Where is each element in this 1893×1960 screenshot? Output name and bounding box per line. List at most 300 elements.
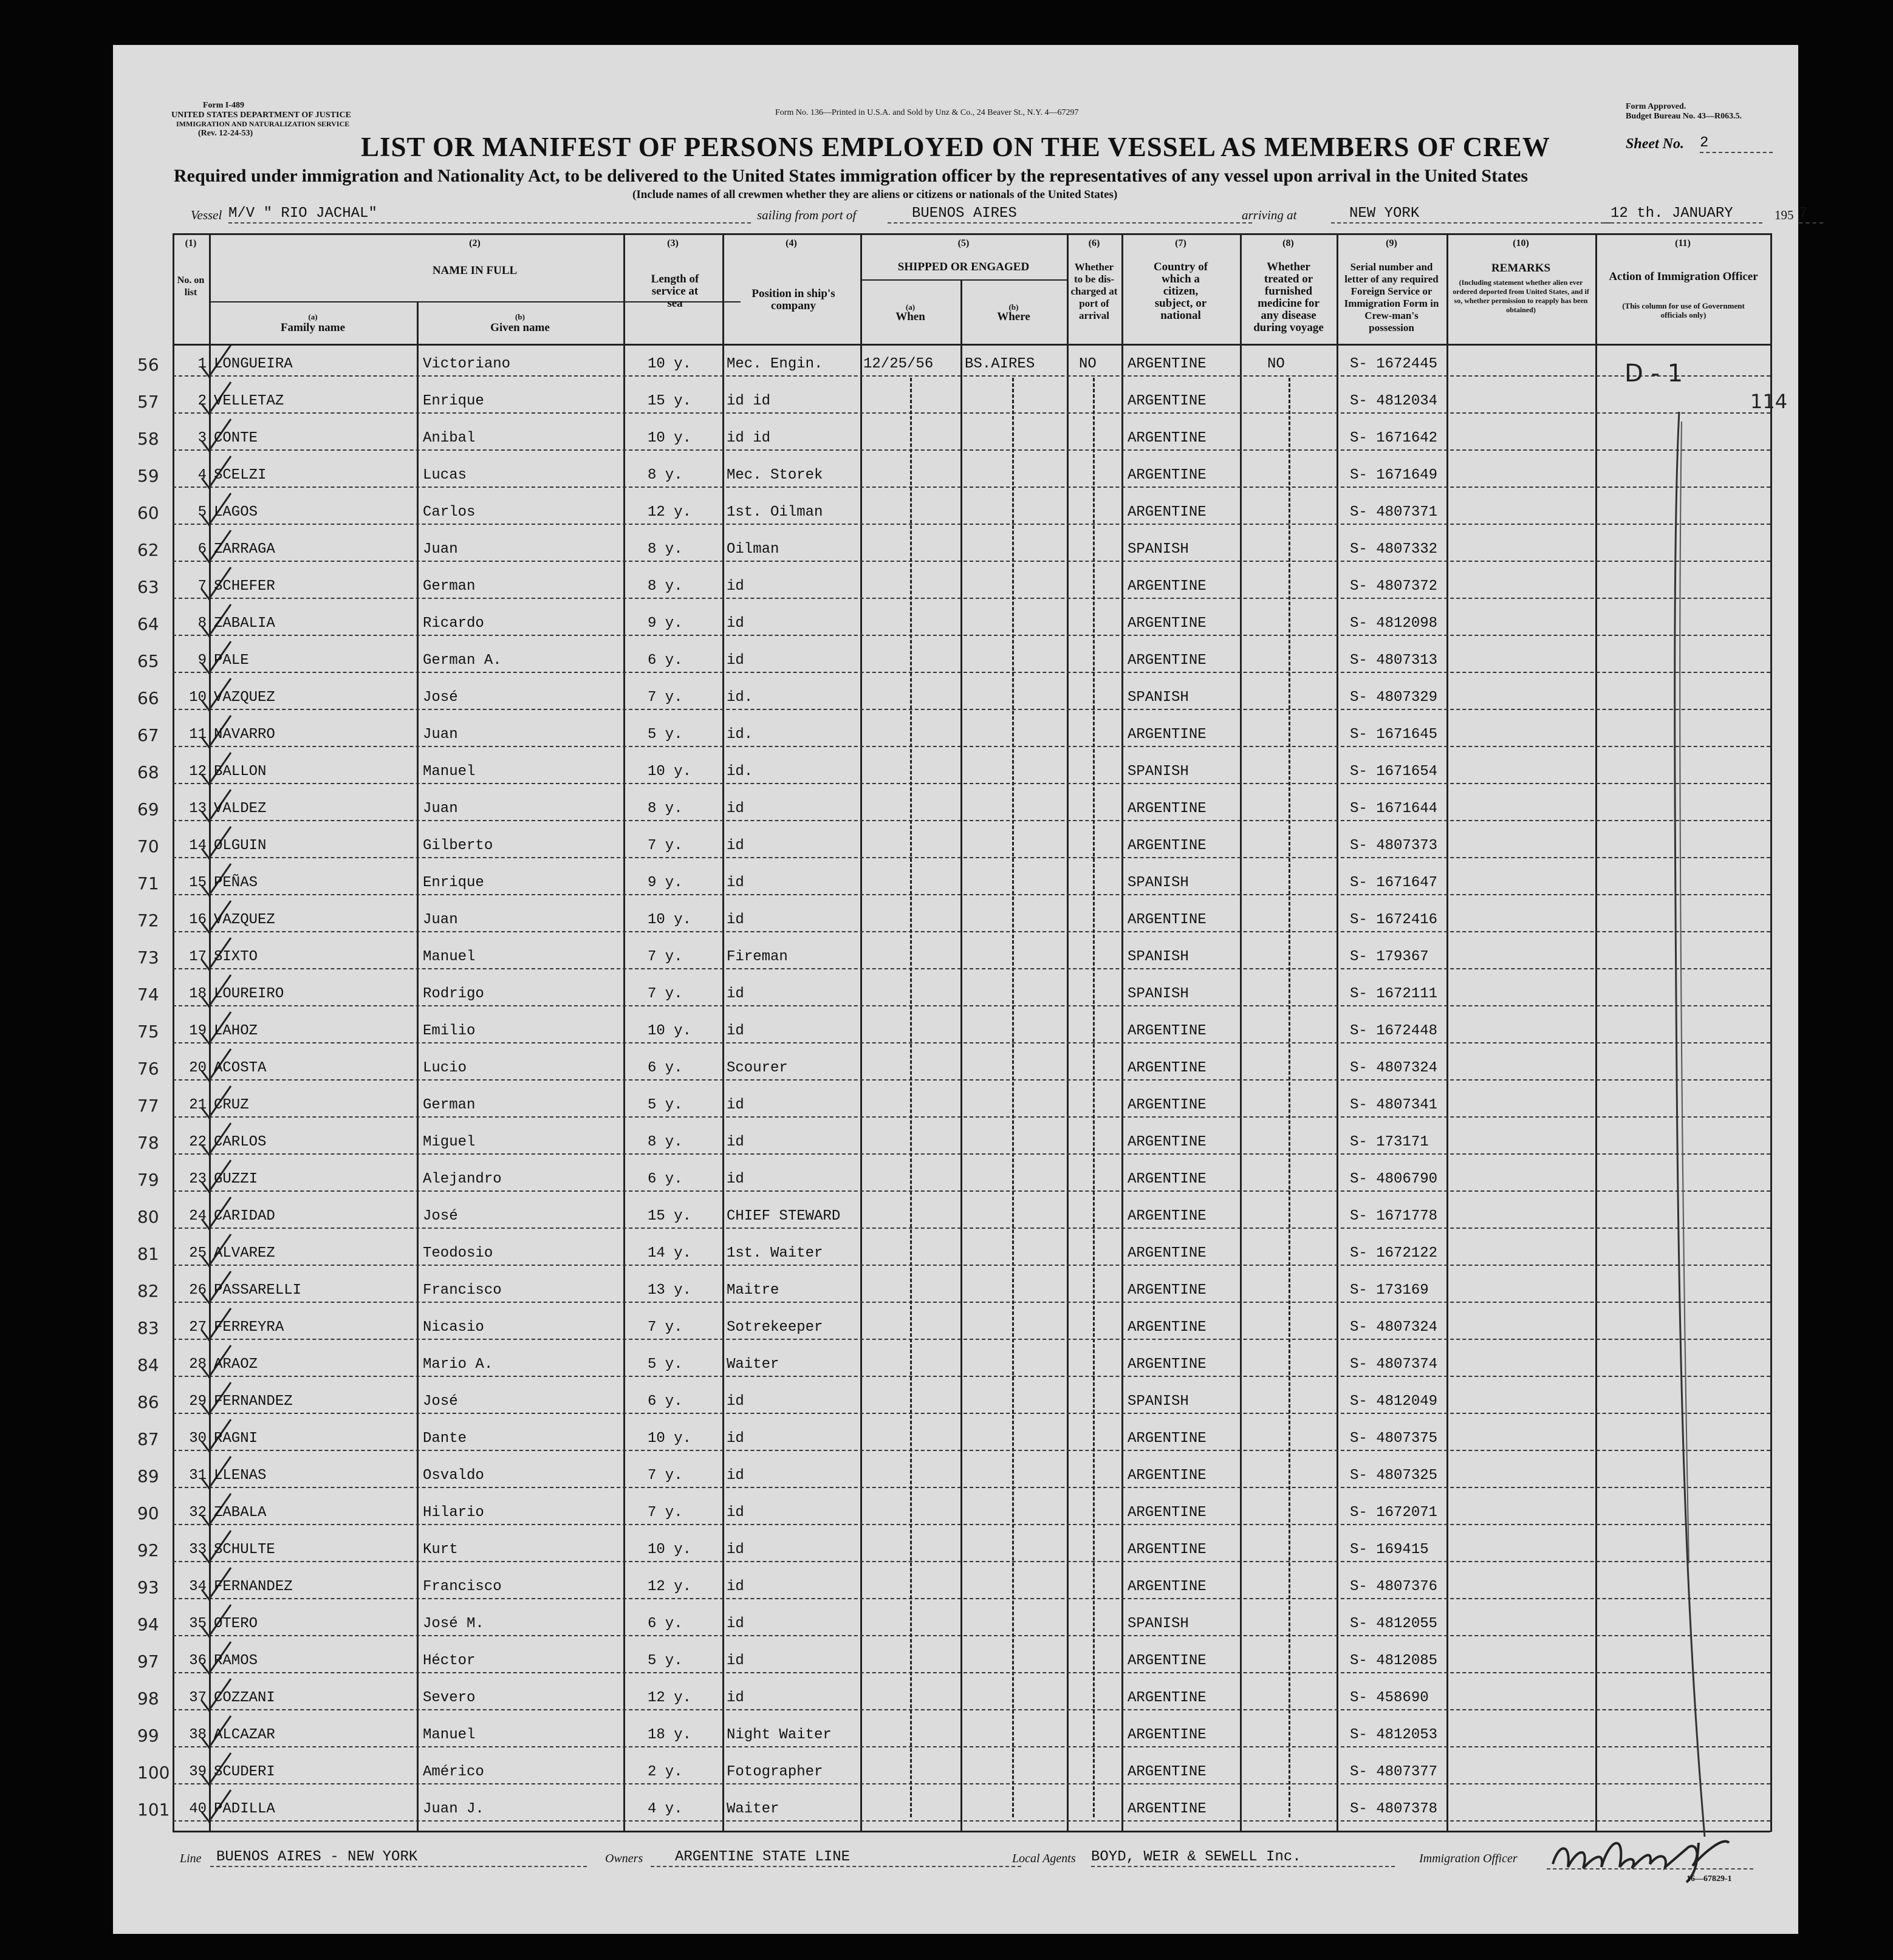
shipped-subheader-rule [860, 279, 1067, 281]
handwritten-row-number: 82 [137, 1281, 159, 1301]
cell-country: SPANISH [1128, 949, 1189, 965]
cell-family: ZARRAGA [214, 541, 275, 558]
cell-serial: S- 4812085 [1350, 1653, 1438, 1669]
cell-family: CONTE [214, 430, 258, 446]
cell-country: ARGENTINE [1128, 1245, 1207, 1262]
cell-country: ARGENTINE [1128, 838, 1207, 854]
row-rule [173, 1561, 1770, 1562]
cell-service: 10 y. [648, 1542, 692, 1558]
list-number: 28 [189, 1356, 207, 1373]
cell-position: Maitre [727, 1282, 779, 1299]
cell-serial: S- 4807329 [1350, 689, 1438, 706]
row-rule [173, 1302, 1770, 1303]
row-rule [173, 449, 1770, 451]
list-number: 25 [189, 1245, 207, 1262]
header-list-number: No. on list [177, 275, 205, 298]
list-number: 2 [197, 393, 207, 409]
cell-given: Gilberto [423, 838, 493, 854]
handwritten-row-number: 69 [137, 799, 159, 819]
cell-country: ARGENTINE [1128, 1208, 1207, 1224]
cell-family: VELLETAZ [214, 393, 284, 409]
handwritten-row-number: 70 [137, 836, 159, 856]
cell-serial: S- 1671649 [1350, 467, 1438, 483]
cell-family: ARAOZ [214, 1356, 258, 1373]
cell-service: 14 y. [648, 1245, 692, 1262]
cell-position: id [727, 1690, 744, 1706]
cell-service: 5 y. [648, 1356, 683, 1373]
cell-serial: S- 4807324 [1350, 1319, 1438, 1336]
row-rule [173, 1042, 1770, 1043]
cell-given: Severo [423, 1690, 476, 1706]
form-number: Form I-489 [203, 101, 245, 110]
cell-position: Waiter [727, 1801, 779, 1817]
cell-family: PALE [214, 652, 249, 669]
cell-country: SPANISH [1128, 541, 1189, 558]
cell-serial: S- 1672445 [1350, 356, 1438, 372]
page-title: LIST OR MANIFEST OF PERSONS EMPLOYED ON THE VESSEL AS MEMBERS OF CREW [361, 132, 1550, 162]
cell-family: FERNANDEZ [214, 1393, 293, 1410]
col-number-4: (4) [786, 238, 797, 248]
cell-country: ARGENTINE [1128, 912, 1207, 928]
row-rule [173, 524, 1770, 525]
row-rule [173, 709, 1770, 710]
cell-position: id [727, 1616, 744, 1632]
row-rule [173, 1598, 1770, 1599]
cell-position: CHIEF STEWARD [727, 1208, 841, 1224]
cell-position: Mec. Engin. [727, 356, 823, 372]
cell-family: VAZQUEZ [214, 689, 275, 706]
table-right-border [1770, 233, 1772, 1832]
header-name-in-full: NAME IN FULL [432, 264, 518, 277]
list-number: 15 [189, 875, 207, 891]
cell-serial: S- 1671645 [1350, 726, 1438, 743]
cell-family: SCHEFER [214, 578, 275, 595]
header-remarks-note: (Including statement whether alien ever ordered deported from United States, and if so, whether permission to reapply has been obtained) [1453, 278, 1589, 314]
cell-country: ARGENTINE [1128, 1653, 1207, 1669]
col-number-9: (9) [1386, 238, 1397, 248]
cell-position: id [727, 1393, 744, 1410]
cell-family: PEÑAS [214, 875, 258, 891]
approval-note: Form Approved. [1626, 102, 1686, 111]
row-rule [173, 1524, 1770, 1525]
handwritten-row-number: 63 [137, 577, 159, 597]
row-rule [173, 672, 1770, 673]
row-rule [173, 487, 1770, 488]
cell-family: ALCAZAR [214, 1727, 275, 1743]
handwritten-row-number: 79 [137, 1170, 159, 1190]
cell-country: SPANISH [1128, 689, 1189, 706]
cell-service: 13 y. [648, 1282, 692, 1299]
cell-position: id. [727, 689, 753, 706]
list-number: 19 [189, 1023, 207, 1039]
cell-family: RAGNI [214, 1430, 258, 1447]
cell-country: ARGENTINE [1128, 1579, 1207, 1595]
cell-given: Francisco [423, 1579, 502, 1595]
cell-service: 7 y. [648, 986, 683, 1002]
cell-service: 7 y. [648, 1467, 683, 1484]
cell-given: German [423, 1097, 476, 1113]
cell-position: id [727, 1504, 744, 1521]
cell-serial: S- 1672448 [1350, 1023, 1438, 1039]
row-rule [173, 1413, 1770, 1414]
treated-ditto-mark [1289, 378, 1290, 1817]
cell-serial: S- 169415 [1350, 1542, 1429, 1558]
cell-position: id [727, 912, 744, 928]
cell-family: FERNANDEZ [214, 1579, 293, 1595]
row-rule [173, 931, 1770, 932]
cell-serial: S- 4807378 [1350, 1801, 1438, 1817]
cell-country: SPANISH [1128, 1393, 1189, 1410]
list-number: 34 [189, 1579, 207, 1595]
cell-given: Mario A. [423, 1356, 493, 1373]
cell-given: Miguel [423, 1134, 476, 1150]
cell-serial: S- 1672122 [1350, 1245, 1438, 1262]
cell-service: 7 y. [648, 1319, 683, 1336]
cell-serial: S- 4807372 [1350, 578, 1438, 595]
cell-country: ARGENTINE [1128, 1282, 1207, 1299]
cell-position: id [727, 578, 744, 595]
cell-family: SIXTO [214, 949, 258, 965]
handwritten-row-number: 101 [137, 1800, 170, 1820]
list-number: 4 [197, 467, 207, 483]
cell-given: Juan [423, 912, 458, 928]
cell-service: 10 y. [648, 1430, 692, 1447]
row-rule [173, 894, 1770, 895]
cell-serial: S- 4807376 [1350, 1579, 1438, 1595]
cell-serial: S- 4807375 [1350, 1430, 1438, 1447]
cell-serial: S- 179367 [1350, 949, 1429, 965]
cell-service: 7 y. [648, 689, 683, 706]
cell-given: Américo [423, 1764, 484, 1780]
list-number: 36 [189, 1653, 207, 1669]
cell-given: Rodrigo [423, 986, 484, 1002]
col-number-8: (8) [1282, 238, 1294, 248]
cell-family: ZABALIA [214, 615, 275, 632]
col-number-11: (11) [1675, 238, 1691, 248]
cell-serial: S- 4807332 [1350, 541, 1438, 558]
list-number: 16 [189, 912, 207, 928]
cell-country: ARGENTINE [1128, 430, 1207, 446]
cell-service: 5 y. [648, 1653, 683, 1669]
cell-position: Mec. Storek [727, 467, 823, 483]
header-position: Position in ship's company [751, 287, 835, 312]
revision-date: (Rev. 12-24-53) [198, 129, 253, 138]
list-number: 40 [189, 1801, 207, 1817]
list-number: 32 [189, 1504, 207, 1521]
cell-serial: S- 4812053 [1350, 1727, 1438, 1743]
handwritten-row-number: 94 [137, 1614, 159, 1634]
header-officer-action: Action of Immigration Officer [1609, 270, 1758, 283]
cell-service: 4 y. [648, 1801, 683, 1817]
cell-country: ARGENTINE [1128, 726, 1207, 743]
header-family-name: Family name [280, 321, 346, 334]
footer-owners-label: Owners [605, 1852, 643, 1865]
cell-given: Manuel [423, 1727, 476, 1743]
row-rule [173, 1672, 1770, 1673]
handwritten-bracket-line [1668, 409, 1717, 1843]
cell-service: 15 y. [648, 1208, 692, 1224]
list-number: 9 [197, 652, 207, 669]
cell-family: CARIDAD [214, 1208, 275, 1224]
cell-position: id [727, 652, 744, 669]
cell-country: ARGENTINE [1128, 1690, 1207, 1706]
cell-family: COZZANI [214, 1690, 275, 1706]
cell-family: LOUREIRO [214, 986, 284, 1002]
cell-position: Waiter [727, 1356, 779, 1373]
list-number: 39 [189, 1764, 207, 1780]
cell-serial: S- 1671654 [1350, 763, 1438, 780]
handwritten-row-number: 66 [137, 688, 159, 708]
cell-given: Nicasio [423, 1319, 484, 1336]
footer-line-value: BUENOS AIRES - NEW YORK [210, 1849, 587, 1867]
cell-service: 12 y. [648, 1579, 692, 1595]
handwritten-row-number: 83 [137, 1318, 159, 1338]
budget-bureau: Budget Bureau No. 43—R063.5. [1626, 112, 1742, 121]
cell-service: 8 y. [648, 801, 683, 817]
cell-serial: S- 1671778 [1350, 1208, 1438, 1224]
cell-given: Juan [423, 801, 458, 817]
cell-given: German A. [423, 652, 502, 669]
handwritten-row-number: 72 [137, 910, 159, 930]
cell-country: ARGENTINE [1128, 801, 1207, 817]
cell-service: 2 y. [648, 1764, 683, 1780]
list-number: 7 [197, 578, 207, 595]
cell-given: José [423, 1208, 458, 1224]
handwritten-row-number: 100 [137, 1763, 170, 1783]
list-number: 13 [189, 801, 207, 817]
printer-note: Form No. 136—Printed in U.S.A. and Sold by Unz & Co., 24 Beaver St., N.Y. 4—67297 [775, 108, 1079, 117]
list-number: 12 [189, 763, 207, 780]
footer-line-label: Line [180, 1852, 202, 1865]
cell-position: id id [727, 430, 771, 446]
cell-service: 8 y. [648, 467, 683, 483]
header-serial-number: Serial number and letter of any required Foreign Service or Immigration Form in Crew-man's possession [1344, 261, 1439, 333]
year-prefix: 195 [1775, 208, 1794, 222]
cell-service: 5 y. [648, 726, 683, 743]
row-rule [173, 1746, 1770, 1747]
cell-country: SPANISH [1128, 763, 1189, 780]
cell-serial: S- 1671642 [1350, 430, 1438, 446]
cell-position: id [727, 1430, 744, 1447]
handwritten-row-number: 64 [137, 614, 159, 634]
cell-country: SPANISH [1128, 986, 1189, 1002]
row-rule [173, 968, 1770, 969]
table-left-border [173, 233, 174, 1832]
cell-given: José [423, 1393, 458, 1410]
cell-family: PASSARELLI [214, 1282, 302, 1299]
cell-service: 8 y. [648, 578, 683, 595]
list-number: 29 [189, 1393, 207, 1410]
vessel-name: M/V " RIO JACHAL" [228, 205, 751, 224]
header-officer-note: (This column for use of Government officials only) [1622, 301, 1745, 319]
cell-position: id [727, 615, 744, 632]
cell-country: ARGENTINE [1128, 504, 1207, 521]
cell-country: ARGENTINE [1128, 356, 1207, 372]
cell-serial: S- 4807373 [1350, 838, 1438, 854]
list-number: 11 [189, 726, 207, 743]
cell-service: 5 y. [648, 1097, 683, 1113]
cell-service: 10 y. [648, 1023, 692, 1039]
cell-country: ARGENTINE [1128, 578, 1207, 595]
cell-given: Manuel [423, 949, 476, 965]
cell-when: 12/25/56 [863, 356, 934, 372]
cell-family: LAHOZ [214, 1023, 258, 1039]
cell-where: BS.AIRES [965, 356, 1035, 372]
header-discharged: Whether to be dis-charged at port of arrival [1070, 261, 1118, 321]
cell-serial: S- 4807325 [1350, 1467, 1438, 1484]
row-rule [173, 635, 1770, 636]
cell-family: CARLOS [214, 1134, 267, 1150]
row-rule [173, 412, 1770, 414]
cell-service: 10 y. [648, 912, 692, 928]
footer-owners-value: ARGENTINE STATE LINE [651, 1849, 1021, 1867]
cell-country: ARGENTINE [1128, 1764, 1207, 1780]
cell-serial: S- 4807377 [1350, 1764, 1438, 1780]
list-number: 24 [189, 1208, 207, 1224]
list-number: 18 [189, 986, 207, 1002]
handwritten-row-number: 74 [137, 985, 159, 1005]
cell-given: Victoriano [423, 356, 511, 372]
cell-given: Osvaldo [423, 1467, 484, 1484]
list-number: 3 [197, 430, 207, 446]
handwritten-row-number: 76 [137, 1059, 159, 1079]
header-where-letter: (b) [1008, 302, 1019, 312]
footer-agents-value: BOYD, WEIR & SEWELL Inc. [1091, 1849, 1395, 1867]
handwritten-row-number: 59 [137, 466, 159, 486]
cell-given: José [423, 689, 458, 706]
cell-family: LONGUEIRA [214, 356, 293, 372]
handwritten-row-number: 90 [137, 1503, 159, 1523]
row-rule [173, 598, 1770, 599]
cell-position: id [727, 986, 744, 1002]
col-number-10: (10) [1513, 238, 1529, 248]
cell-family: SCELZI [214, 467, 267, 483]
list-number: 14 [189, 838, 207, 854]
arrival-date: 12 th. JANUARY [1604, 205, 1762, 224]
handwritten-row-number: 60 [137, 503, 159, 523]
cell-family: GUZZI [214, 1171, 258, 1187]
cell-family: LAGOS [214, 504, 258, 521]
cell-position: Night Waiter [727, 1727, 832, 1743]
cell-position: id [727, 1023, 744, 1039]
arrival-port: NEW YORK [1331, 205, 1611, 224]
cell-position: id [727, 1579, 744, 1595]
row-rule [173, 1783, 1770, 1784]
cell-country: ARGENTINE [1128, 1430, 1207, 1447]
cell-given: Juan [423, 726, 458, 743]
officer-handwritten-mark: D - 1 [1624, 360, 1683, 388]
cell-family: VAZQUEZ [214, 912, 275, 928]
cell-serial: S- 4812055 [1350, 1616, 1438, 1632]
cell-given: Hilario [423, 1504, 484, 1521]
cell-position: 1st. Waiter [727, 1245, 823, 1262]
handwritten-row-number: 89 [137, 1466, 159, 1486]
handwritten-row-number: 99 [137, 1726, 159, 1746]
list-number: 22 [189, 1134, 207, 1150]
cell-serial: S- 173171 [1350, 1134, 1429, 1150]
cell-service: 12 y. [648, 504, 692, 521]
list-number: 21 [189, 1097, 207, 1113]
header-when-letter: (a) [905, 302, 916, 312]
col-number-7: (7) [1175, 238, 1186, 248]
cell-country: ARGENTINE [1128, 652, 1207, 669]
cell-family: ALVAREZ [214, 1245, 275, 1262]
cell-position: Scourer [727, 1060, 788, 1076]
cell-service: 8 y. [648, 1134, 683, 1150]
row-rule [173, 561, 1770, 562]
footer-officer-label: Immigration Officer [1419, 1852, 1518, 1865]
cell-service: 10 y. [648, 763, 692, 780]
cell-position: id. [727, 763, 753, 780]
cell-family: OTERO [214, 1616, 258, 1632]
list-number: 10 [189, 689, 207, 706]
cell-country: SPANISH [1128, 875, 1189, 891]
cell-given: German [423, 578, 476, 595]
year-digit: 7 [1799, 205, 1823, 224]
cell-family: SCUDERI [214, 1764, 275, 1780]
cell-family: CRUZ [214, 1097, 249, 1113]
cell-country: ARGENTINE [1128, 1319, 1207, 1336]
header-country: Country of which a citizen, subject, or national [1153, 261, 1208, 322]
list-number: 5 [197, 504, 207, 521]
handwritten-row-number: 73 [137, 948, 159, 968]
header-when: When [895, 310, 925, 323]
cell-serial: S- 173169 [1350, 1282, 1429, 1299]
cell-service: 6 y. [648, 1060, 683, 1076]
cell-family: PADILLA [214, 1801, 275, 1817]
cell-serial: S- 4807341 [1350, 1097, 1438, 1113]
cell-service: 8 y. [648, 541, 683, 558]
handwritten-row-number: 68 [137, 762, 159, 782]
row-rule [173, 1005, 1770, 1006]
subtitle-note: (Include names of all crewmen whether they are aliens or citizens or nationals of the United States) [632, 188, 1118, 201]
cell-serial: S- 458690 [1350, 1690, 1429, 1706]
cell-family: LLENAS [214, 1467, 267, 1484]
cell-given: Lucas [423, 467, 467, 483]
handwritten-row-number: 57 [137, 392, 159, 412]
table-bottom-rule [173, 1831, 1770, 1832]
cell-serial: S- 1671644 [1350, 801, 1438, 817]
manifest-sheet [113, 45, 1808, 1934]
cell-position: 1st. Oilman [727, 504, 823, 521]
sailing-label: sailing from port of [757, 208, 857, 222]
row-rule [173, 375, 1770, 377]
row-rule [173, 820, 1770, 821]
handwritten-count: 114 [1750, 390, 1788, 413]
list-number: 8 [197, 615, 207, 632]
cell-country: ARGENTINE [1128, 1467, 1207, 1484]
cell-given: Juan J. [423, 1801, 484, 1817]
cell-position: Oilman [727, 541, 779, 558]
header-remarks: REMARKS [1491, 262, 1551, 275]
cell-country: ARGENTINE [1128, 1504, 1207, 1521]
cell-service: 6 y. [648, 1616, 683, 1632]
cell-service: 12 y. [648, 1690, 692, 1706]
handwritten-row-number: 78 [137, 1133, 159, 1153]
cell-service: 10 y. [648, 430, 692, 446]
handwritten-row-number: 84 [137, 1355, 159, 1375]
cell-position: id [727, 1653, 744, 1669]
cell-service: 6 y. [648, 1393, 683, 1410]
list-number: 30 [189, 1430, 207, 1447]
cell-service: 15 y. [648, 393, 692, 409]
handwritten-row-number: 56 [137, 355, 159, 375]
col-number-3: (3) [667, 238, 679, 248]
handwritten-row-number: 97 [137, 1651, 159, 1671]
sailing-port: BUENOS AIRES [888, 205, 1252, 224]
handwritten-row-number: 86 [137, 1392, 159, 1412]
subtitle: Required under immigration and Nationality Act, to be delivered to the United States immigration officer by the representatives of any vessel upon arrival in the United States [174, 166, 1528, 186]
